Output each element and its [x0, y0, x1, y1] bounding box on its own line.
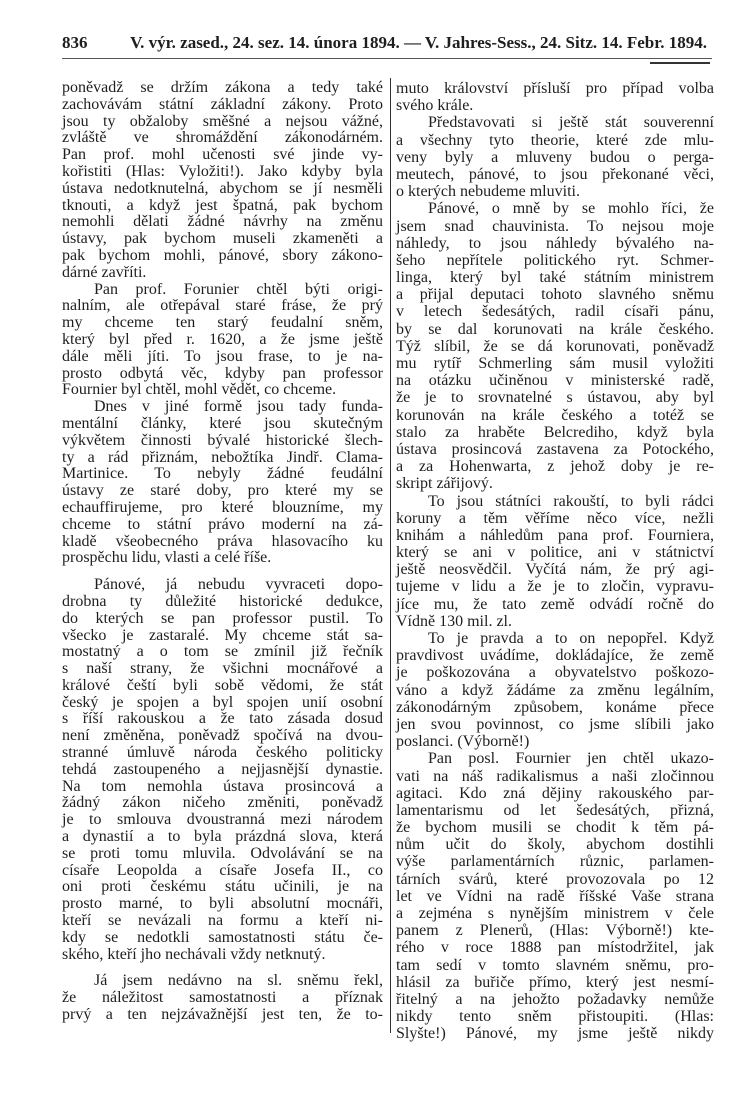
text-line: tehdá zastoupeného a nejjasnější dynastie. — [62, 760, 383, 778]
text-line: my chceme ten starý feudalní sněm, — [62, 314, 383, 332]
paragraph — [62, 80, 383, 282]
text-line: řitelný a na jehožto požadavky nemůže — [396, 990, 714, 1008]
text-line: Vídně 130 mil. zl. — [396, 612, 512, 630]
text-line: prosto odbytá věc, kdyby pan professor — [62, 364, 383, 382]
text-line: Dnes v jiné formě jsou tady funda- — [94, 398, 383, 416]
text-line: s říší rakouskou a že tato zásada dosud — [62, 710, 383, 728]
text-line: tknouti, a když jest špatná, pak bychom — [62, 196, 383, 214]
text-line: mostatný a o tom se zmínil již řečník — [62, 643, 383, 661]
text-line: prvý a ten nejzávažnější jest ten, že to- — [62, 1006, 383, 1024]
text-line: ústava nedotknutelná, abychom se jí nesměli — [62, 179, 383, 197]
text-line: Pan posl. Fournier jen chtěl ukazo- — [428, 750, 714, 768]
text-line: Pánové, já nebudu vyvraceti dopo- — [94, 576, 383, 594]
page-header — [62, 33, 707, 55]
text-line: kladě všeobecného práva hlasovacího ku — [62, 532, 383, 550]
text-line: výkvětem činnosti bývalé historické šlech- — [62, 431, 383, 449]
text-line: králové čeští byli sobě vědomi, že stát — [62, 676, 383, 694]
text-line: v letech šedesátých, radil císaři pánu, — [396, 303, 714, 321]
text-line: linga, který byl také státním ministrem — [396, 269, 714, 287]
text-line: Pánové, o mně by se mohlo říci, že — [428, 200, 714, 218]
text-line: zákonodárným způsobem, konáme přece — [396, 698, 714, 716]
text-line: všecko je zastaralé. My chceme stát sa- — [62, 626, 383, 644]
text-line: s naší strany, že všichni mocnářové a — [62, 660, 383, 678]
running-title: V. výr. zased., 24. sez. 14. února 1894. — V. Jahres-Sess., 24. Sitz. 14. Febr. 1894. — [130, 33, 707, 52]
text-line: lamentarismu od let šedesátých, přizná, — [396, 801, 714, 819]
text-line: drobna ty důležité historické dedukce, — [62, 592, 383, 610]
text-line: ústavy ze staré doby, pro které my se — [62, 482, 383, 500]
text-line: prospěchu lidu, vlasti a celé říše. — [62, 549, 272, 567]
text-line: Představovati si ještě stát souverenní — [428, 114, 714, 132]
text-line: panem z Plenerů, (Hlas: Výborně!) kte- — [396, 922, 714, 940]
text-line: že náležitost samostatnosti a příznak — [62, 989, 383, 1007]
paragraph — [62, 577, 383, 963]
header-rule — [62, 58, 712, 59]
text-line: tam sedí v tomto slavném sněmu, pro- — [396, 956, 714, 974]
text-line: ústava prosincová zastavena za Potockého, — [396, 440, 714, 458]
paragraph — [62, 973, 383, 1023]
right-column — [396, 80, 714, 1043]
text-line: zachovávám státní základní zákony. Proto — [62, 95, 383, 113]
text-line: korunován na krále českého a totéž se — [396, 406, 714, 424]
text-line: výše parlamentárních různic, parlamen- — [396, 853, 714, 871]
text-line: ústavy, pak bychom museli zkameněti a — [62, 230, 383, 248]
text-line: Fournier byl chtěl, mohl vědět, co chceme. — [62, 381, 337, 399]
text-line: chceme to státní právo moderní na zá- — [62, 515, 383, 533]
text-line: kdy se nedotkli samostatnosti státu če- — [62, 928, 383, 946]
text-line: koruny a těm věříme něco více, nežli — [396, 509, 714, 527]
text-line: a za Hohenwarta, z jehož doby je re- — [396, 458, 714, 476]
paragraph — [62, 282, 383, 400]
column-divider — [390, 78, 391, 1033]
text-line: jsem snad chauvinista. To nejsou moje — [396, 217, 714, 235]
text-line: muto království přísluší pro případ volba — [396, 80, 714, 97]
text-line: jsou ty obžaloby směšné a nejsou vážné, — [62, 112, 383, 130]
text-line: který se ani v politice, ani v státnictví — [396, 544, 714, 562]
header-rule-accent — [650, 62, 710, 64]
text-line: knihám a náhledům pana prof. Fourniera, — [396, 526, 714, 544]
text-line: náhledy, to jsou náhledy bývalého na- — [396, 234, 714, 252]
text-line: agitaci. Kdo zná dějiny rakouského par- — [396, 784, 714, 802]
text-line: kořistiti (Hlas: Vyložiti!). Jako kdyby byla — [62, 162, 383, 180]
left-column — [62, 80, 383, 1024]
text-line: je poškozována a obyvatelstvo poškozo- — [396, 664, 714, 682]
text-line: se proti tomu mluvila. Odvolávání se na — [62, 844, 383, 862]
text-line: Martinice. To nebyly žádné feudální — [62, 465, 383, 483]
text-line: dárné zavříti. — [62, 263, 147, 281]
text-line: je to smlouva dvoustranná mezi národem — [62, 811, 383, 829]
text-line: hlásil za buřiče přímo, který jest nesmí- — [396, 973, 714, 991]
paragraph — [396, 80, 714, 114]
text-line: meutech, pánové, to jsou překonané věci, — [396, 165, 714, 183]
text-line: echauffirujeme, pro které blouzníme, my — [62, 498, 383, 516]
text-line: To jsou státníci rakouští, to byli rádci — [428, 492, 714, 510]
text-line: veny byly a mluveny budou o perga- — [396, 148, 714, 166]
text-line: nemohli dělati žádné návrhy na změnu — [62, 213, 383, 231]
text-line: pak bychom mohli, pánové, sbory zákono- — [62, 246, 383, 264]
text-line: šeho nepřítele politického ryt. Schmer- — [396, 251, 714, 269]
text-line: Týž slíbil, že se dá korunovati, poněvadž — [396, 337, 714, 355]
text-line: a přijal deputaci tohoto slavného sněmu — [396, 286, 714, 304]
text-line: ského, kteří jho nechávali vždy netknutý. — [62, 945, 326, 963]
text-line: zvláště ve shromáždění zákonodárném. — [62, 129, 383, 147]
text-line: jen svou povinnost, co jsme slíbili jako — [396, 715, 714, 733]
text-line: nům učit do školy, abychom dostihli — [396, 836, 714, 854]
text-line: český je spojen a byl spojen unií osobní — [62, 693, 383, 711]
text-line: a dynastií a to byla prázdná slova, která — [62, 828, 383, 846]
text-line: mu rytíř Schmerling sám musil vyložiti — [396, 355, 714, 372]
text-line: Na tom nemohla ústava prosincová a — [62, 777, 383, 795]
text-line: na otázku učiněnou v ministerské radě, — [396, 372, 714, 390]
text-line: by se dal korunovati na krále českého. — [396, 320, 714, 338]
text-line: ty a rád přiznám, nebožtíka Jindř. Clama- — [62, 448, 383, 466]
text-line: nalním, ale otřepával staré fráse, že prý — [62, 297, 383, 315]
text-line: Pan prof. Forunier chtěl býti origi- — [94, 280, 383, 298]
text-line: žádný zákon ničeho změniti, poněvadž — [62, 794, 383, 812]
text-line: skript zářijový. — [396, 475, 493, 493]
text-line: váno a když žádáme za změnu legálním, — [396, 681, 714, 699]
text-line: oni proti českému státu učinili, je na — [62, 878, 383, 896]
page-number: 836 — [62, 33, 88, 52]
text-line: Já jsem nedávno na sl. sněmu řekl, — [94, 972, 383, 990]
text-line: poněvadž se držím zákona a tedy také — [62, 79, 383, 96]
text-line: a zejména s nynějším ministrem v čele — [396, 905, 714, 922]
text-line: vati na náš radikalismus a naši zločinnou — [396, 767, 714, 785]
text-line: To je pravda a to on nepopřel. Když — [428, 630, 714, 647]
paragraph — [396, 750, 714, 1042]
text-line: kteří se nevázali na formu a kteří ni- — [62, 912, 383, 930]
text-line: o kterých nebudeme mluviti. — [396, 183, 580, 201]
text-line: jíce mu, že tato země odvádí ročně do — [396, 595, 714, 613]
text-line: že je to srovnatelné s ústavou, aby byl — [396, 389, 714, 407]
text-line: který byl před r. 1620, a že jsme ještě — [62, 330, 383, 348]
text-line: že bychom musili se chodit k těm pá- — [396, 819, 714, 837]
text-line: Slyšte!) Pánové, my jsme ještě nikdy — [396, 1025, 714, 1043]
text-line: prosto marné, to byli absolutní mocnáři, — [62, 895, 383, 913]
paragraph — [396, 493, 714, 631]
text-line: stranné úmluvě národa českého politicky — [62, 744, 383, 762]
text-line: svého krále. — [396, 97, 474, 115]
text-line: poslanci. (Výborně!) — [396, 733, 530, 751]
text-line: stalo za hraběte Belcrediho, když byla — [396, 423, 714, 441]
text-line: není změněna, poněvadž spočívá na dvou- — [62, 727, 383, 745]
text-line: císaře Leopolda a císaře Josefa II., co — [62, 861, 383, 879]
text-line: ještě neosvědčil. Vyčítá nám, že prý agi- — [396, 561, 714, 579]
text-line: tujeme v lidu a že je to zločin, vypravu- — [396, 578, 714, 596]
text-line: a všechny tyto theorie, které zde mlu- — [396, 131, 714, 149]
text-line: do kterých se pan professor pustil. To — [62, 609, 383, 627]
paragraph — [62, 399, 383, 567]
text-line: nikdy tento sněm přistoupiti. (Hlas: — [396, 1008, 714, 1026]
text-line: Pan prof. mohl učenosti své jinde vy- — [62, 146, 383, 164]
paragraph — [396, 630, 714, 750]
text-line: tárních svárů, které provozovala po 12 — [396, 870, 714, 888]
text-line: rého v roce 1888 pan místodržitel, jak — [396, 939, 714, 957]
text-line: mentální články, které jsou skutečným — [62, 414, 383, 432]
paragraph — [396, 200, 714, 492]
text-line: dále měli jíti. To jsou frase, to je na- — [62, 347, 383, 365]
paragraph — [396, 114, 714, 200]
text-line: let ve Vídni na radě říšské Vaše strana — [396, 887, 714, 905]
text-line: pravdivost uvádíme, dokládajíce, že země — [396, 647, 714, 665]
